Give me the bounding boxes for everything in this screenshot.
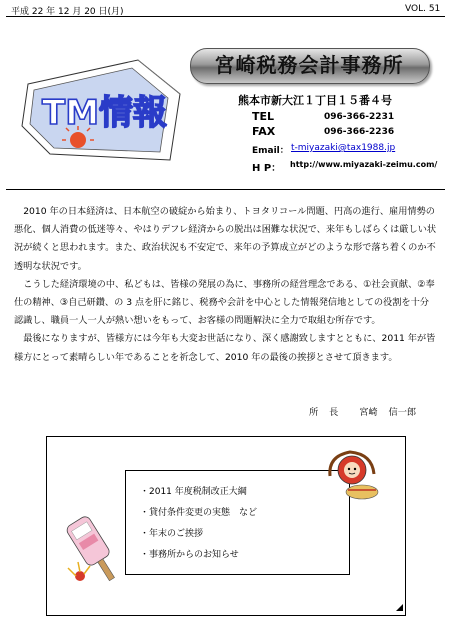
office-name: 宮崎税務会計事務所 — [214, 53, 404, 77]
contents-item: ・年末のご挨拶 — [140, 529, 204, 539]
paragraph: 2010 年の日本経済は、日本航空の破綻から始まり、トヨタリコール問題、円高の進行、雇用情勢の悪化、個人消費の低迷等々、やはりデフレ経済からの脱出は困難な状況で、来年もしばらくは厳しい状況が続くと思われます。また、政治状況も不安定で、来年の予算成立がどのような形で落ち着くのか不透明な状況です。 — [14, 206, 437, 272]
hp-label: H P： — [252, 163, 282, 174]
office-address: 熊本市新大江１丁目１５番４号 — [238, 94, 392, 107]
issue-date: 平成 22 年 12 月 20 日(月) — [11, 7, 124, 17]
signature-name: 宮崎 信一郎 — [359, 407, 417, 418]
logo-card-graphic — [20, 56, 190, 166]
header-rule-top — [6, 16, 445, 17]
header-rule-bottom — [6, 189, 445, 190]
hp-link[interactable]: http://www.miyazaki-zeimu.com/ — [290, 160, 438, 169]
issue-volume: VOL. 51 — [405, 4, 441, 14]
tel-label: TEL — [252, 110, 275, 123]
tel-number: 096-366-2231 — [324, 112, 395, 122]
corner-marker — [396, 604, 403, 611]
fax-number: 096-366-2236 — [324, 127, 395, 137]
logo-text: TM情報 — [42, 93, 168, 133]
signature-title: 所 長 — [309, 407, 339, 418]
greeting-body — [14, 203, 438, 367]
contents-item: ・貸付条件変更の実態 など — [140, 508, 258, 518]
signature — [309, 404, 416, 418]
paragraph: 最後になりますが、皆様方には今年も大変お世話になり、深く感謝致しますとともに、2011 年が皆様方にとって素晴らしい年であることを祈念して、2010 年の最後の挨拶とさせて頂きます。 — [14, 333, 436, 363]
fax-label: FAX — [252, 125, 276, 138]
contents-item: ・事務所からのお知らせ — [140, 550, 239, 560]
hagoita-illustration — [62, 512, 128, 596]
paragraph: こうした経済環境の中、私どもは、皆様の発展の為に、事務所の経営理念である、①社会貢献、②奉仕の精神、③自己研鑽、の 3 点を肝に銘じ、税務や会計を中心とした情報発信地としての役割を十分認識し、職員一人一人が熱い想いをもって、お客様の問題解決に全力で取組む所存です。 — [14, 278, 435, 327]
tm-info-logo — [20, 56, 190, 166]
daruma-illustration — [326, 446, 382, 510]
contents-item: ・2011 年度税制改正大綱 — [140, 487, 247, 497]
email-link[interactable]: t-miyazaki@tax1988.jp — [291, 143, 396, 153]
email-label: Email： — [252, 146, 289, 156]
